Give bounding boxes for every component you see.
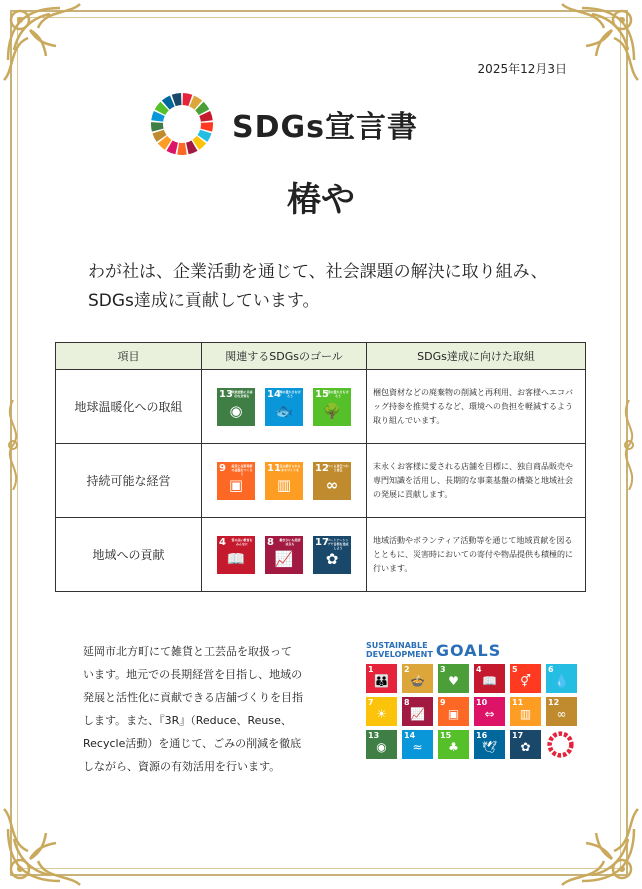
goal-6-icon: 💧 <box>554 674 569 688</box>
description-line: Recycle活動）を通じて、ごみの削減を徹底 <box>83 737 302 750</box>
tile-number: 16 <box>476 731 488 740</box>
goal-number: 4 <box>219 536 226 548</box>
goal-tile-1 <box>366 664 397 693</box>
goal-13-icon: ◉ <box>376 740 387 754</box>
sdg-goal-8-icon <box>265 536 303 574</box>
wheel-segment <box>200 122 213 132</box>
table-row <box>56 518 586 592</box>
side-ornament-icon <box>618 400 640 490</box>
header-actions: SDGs達成に向けた取組 <box>367 343 586 370</box>
wheel-segment <box>177 143 187 155</box>
table-row <box>56 444 586 518</box>
goal-16-icon: 🕊 <box>481 740 498 754</box>
infinity-icon: ∞ <box>325 475 339 494</box>
goals-table <box>55 342 586 592</box>
side-ornament-icon <box>2 400 24 490</box>
intro-line: わが社は、企業活動を通じて、社会課題の解決に取り組み、 <box>88 262 548 282</box>
sdg-goal-13-icon <box>217 388 255 426</box>
wheel-segment <box>151 122 164 132</box>
row-goal-icons <box>202 444 367 518</box>
goal-17-icon: ✿ <box>520 740 531 754</box>
tile-number: 4 <box>476 665 482 674</box>
goal-14-icon: ≈ <box>412 740 423 754</box>
tile-number: 8 <box>404 698 410 707</box>
goal-tile-3 <box>438 664 469 693</box>
goal-5-icon: ⚥ <box>520 674 531 688</box>
goal-label: 住み続けられるまちづくりを <box>279 463 301 472</box>
tile-number: 15 <box>440 731 452 740</box>
tree-icon: 🌳 <box>322 401 342 420</box>
goal-11-icon: ▥ <box>519 707 532 721</box>
goal-label: 質の高い教育をみんなに <box>231 537 253 546</box>
sdgs-logo <box>366 641 574 659</box>
goal-label: パートナーシップで目標を達成しよう <box>327 537 349 550</box>
intro-text <box>88 258 548 316</box>
header-goals: 関連するSDGsのゴール <box>202 343 367 370</box>
goal-2-icon: 🍲 <box>410 674 425 688</box>
sdg-goal-4-icon <box>217 536 255 574</box>
sdg-goal-9-icon <box>217 462 255 500</box>
goal-15-icon: ♣ <box>448 740 459 754</box>
description-line: 発展と活性化に貢献できる店舗づくりを目指 <box>83 691 303 704</box>
row-item: 持続可能な経営 <box>56 444 202 518</box>
tile-number: 1 <box>368 665 374 674</box>
goal-tile-12 <box>546 697 577 726</box>
company-name: 椿や <box>287 180 355 220</box>
logo-line-1: SUSTAINABLE <box>366 641 428 650</box>
goal-number: 9 <box>219 462 226 474</box>
goal-label: つくる責任つかう責任 <box>327 463 349 472</box>
row-description: 地域活動やボランティア活動等を通じて地域貢献を図るとともに、災害時においての寄付や物品提供も積極的に行います。 <box>367 518 586 592</box>
fish-icon: 🐟 <box>274 401 294 420</box>
business-description <box>83 640 323 778</box>
tile-number: 3 <box>440 665 446 674</box>
goal-number: 12 <box>315 462 329 474</box>
sdg-goal-12-icon <box>313 462 351 500</box>
tile-number: 10 <box>476 698 488 707</box>
row-goal-icons <box>202 518 367 592</box>
tile-number: 11 <box>512 698 524 707</box>
description-line: 延岡市北方町にて雑貨と工芸品を取扱って <box>83 645 292 658</box>
goal-number: 15 <box>315 388 329 400</box>
goal-label: 海の豊かさを守ろう <box>279 389 301 398</box>
goal-tile-15 <box>438 730 469 759</box>
goal-number: 17 <box>315 536 329 548</box>
tile-number: 17 <box>512 731 524 740</box>
description-line: います。地元での長期経営を目指し、地域の <box>83 668 303 681</box>
goal-tile-5 <box>510 664 541 693</box>
sdg-goal-14-icon <box>265 388 303 426</box>
tile-number: 13 <box>368 731 380 740</box>
goal-1-icon: 👪 <box>374 674 389 688</box>
row-goal-icons <box>202 370 367 444</box>
cubes-icon: ▣ <box>228 475 244 494</box>
table-header-row <box>56 343 586 370</box>
declaration-date: 2025年12月3日 <box>477 62 567 76</box>
description-line: します。また、『3R』（Reduce、Reuse、 <box>83 714 292 727</box>
tile-number: 7 <box>368 698 374 707</box>
goal-10-icon: ⇔ <box>484 707 495 721</box>
goal-tile-16 <box>474 730 505 759</box>
intro-line: SDGs達成に貢献しています。 <box>88 291 320 311</box>
tile-number: 6 <box>548 665 554 674</box>
rings-icon: ✿ <box>325 549 339 568</box>
corner-ornament-icon <box>0 0 90 90</box>
goal-label: 陸の豊かさも守ろう <box>327 389 349 398</box>
growth-chart-icon: 📈 <box>274 549 294 568</box>
sdgs-wheel-small-icon <box>546 730 577 759</box>
goal-8-icon: 📈 <box>410 707 425 721</box>
goal-tile-14 <box>402 730 433 759</box>
goal-number: 14 <box>267 388 281 400</box>
sdgs-goals-poster <box>366 641 574 759</box>
sdgs-wheel-icon <box>150 92 214 156</box>
goal-9-icon: ▣ <box>447 707 460 721</box>
row-item: 地球温暖化への取組 <box>56 370 202 444</box>
sdg-goal-15-icon <box>313 388 351 426</box>
goal-tile-17 <box>510 730 541 759</box>
buildings-icon: ▥ <box>276 475 292 494</box>
goal-tile-9 <box>438 697 469 726</box>
goal-number: 13 <box>219 388 233 400</box>
logo-line-2: DEVELOPMENT <box>366 650 433 659</box>
tile-number: 14 <box>404 731 416 740</box>
goal-tile-4 <box>474 664 505 693</box>
goal-label: 産業と技術革新の基盤をつくろう <box>231 463 253 476</box>
sdg-goal-11-icon <box>265 462 303 500</box>
corner-ornament-icon <box>552 799 642 889</box>
book-icon: 📖 <box>226 549 246 568</box>
goal-tile-6 <box>546 664 577 693</box>
goal-tile-8 <box>402 697 433 726</box>
goal-tile-7 <box>366 697 397 726</box>
goal-number: 8 <box>267 536 274 548</box>
header-item: 項目 <box>56 343 202 370</box>
tile-number: 9 <box>440 698 446 707</box>
goal-label: 気候変動に具体的な対策を <box>231 389 253 398</box>
goal-label: 働きがいも経済成長も <box>279 537 301 546</box>
row-description: 梱包資材などの廃棄物の削減と再利用、お客様へエコバッグ持参を推奨するなど、環境への負担を軽減するよう取り組んでいます。 <box>367 370 586 444</box>
row-item: 地域への貢献 <box>56 518 202 592</box>
page-title: SDGs宣言書 <box>232 110 418 145</box>
row-description: 末永くお客様に愛される店舗を目標に、独自商品販売や専門知識を活用し、長期的な事業基盤の構築と地域社会の発展に貢献します。 <box>367 444 586 518</box>
goal-7-icon: ☀ <box>376 707 387 721</box>
description-line: しながら、資源の有効活用を行います。 <box>83 760 281 773</box>
goal-4-icon: 📖 <box>482 674 497 688</box>
goal-tile-11 <box>510 697 541 726</box>
goal-number: 11 <box>267 462 281 474</box>
tile-number: 5 <box>512 665 518 674</box>
sdg-goal-17-icon <box>313 536 351 574</box>
eye-globe-icon: ◉ <box>229 401 243 420</box>
goals-grid <box>366 664 574 759</box>
tile-number: 12 <box>548 698 560 707</box>
tile-number: 2 <box>404 665 410 674</box>
goal-tile-2 <box>402 664 433 693</box>
goal-tile-13 <box>366 730 397 759</box>
corner-ornament-icon <box>0 799 90 889</box>
goal-tile-10 <box>474 697 505 726</box>
goal-3-icon: ♥ <box>448 674 459 688</box>
table-row <box>56 370 586 444</box>
header <box>150 92 418 156</box>
logo-goals: GOALS <box>435 640 502 660</box>
goal-12-icon: ∞ <box>556 707 567 721</box>
